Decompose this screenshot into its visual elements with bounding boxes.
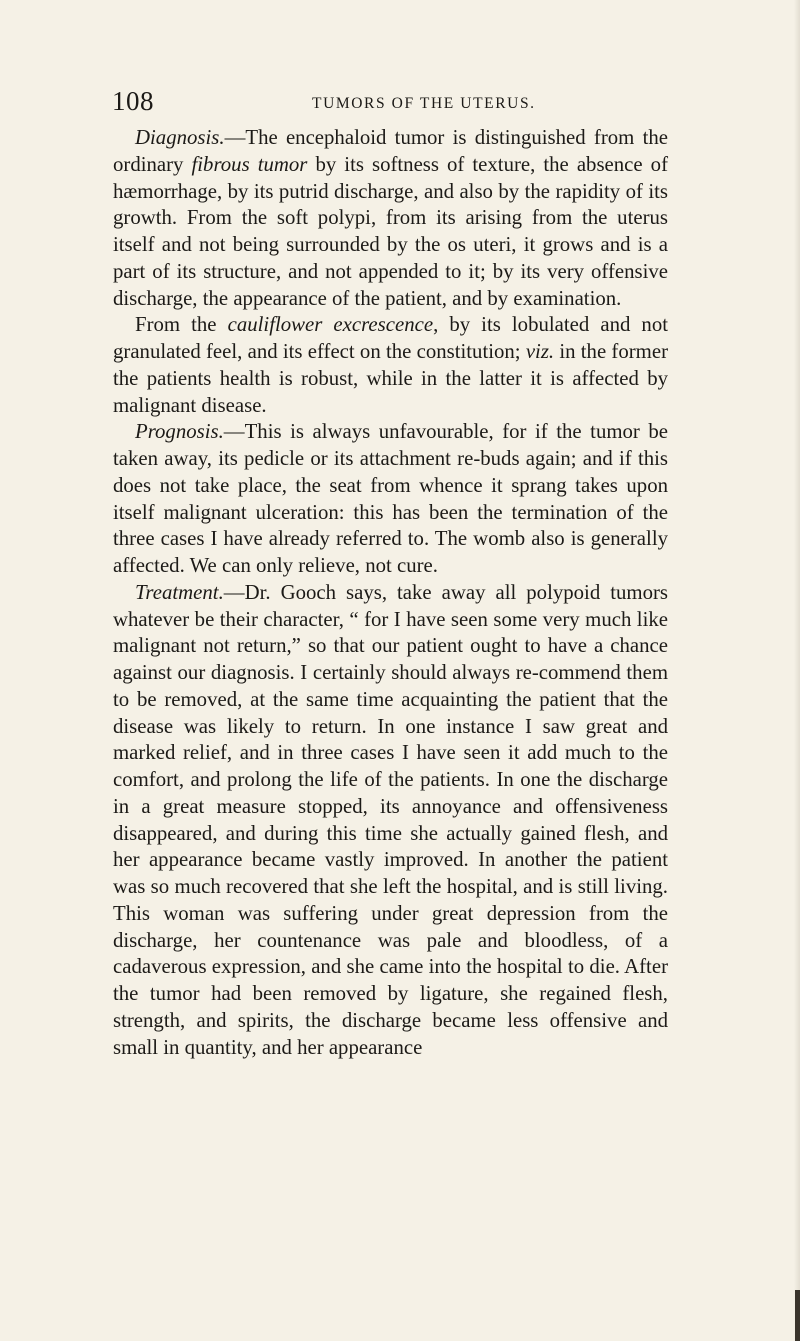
emphasis-span: cauliflower excrescence xyxy=(227,313,434,337)
text-span: by its softness of texture, the absence of hæmorrhage, by its putrid discharge, and also by the rapidity of its growth. From the soft polypi, from its arising from the uterus itself and not being surrounded by the os uteri, it grows and is a part of its structure, and not appended to it; by its very offensive discharge, the appearance of the patient, and by examination. xyxy=(113,152,669,310)
emphasis-span: fibrous tumor xyxy=(191,152,308,176)
page-edge-mark xyxy=(795,1290,800,1341)
heading-prognosis: Prognosis. xyxy=(135,420,224,444)
paragraph-diagnosis xyxy=(113,125,668,312)
body-text xyxy=(113,125,668,1061)
page-number: 108 xyxy=(112,86,154,116)
text-span: —Dr. Gooch says, take away all polypoid tumors whatever be their character, “ for I have seen some very much like malignant not return,” so that our patient ought to have a chance against our diagnosis. I certainly should always re-commend them to be removed, at the same time acquainting the patient that the disease was likely to return. In one instance I saw great and marked relief, and in three cases I have seen it add much to the comfort, and prolong the life of the patients. In one the discharge in a great measure stopped, its annoyance and offensiveness disappeared, and during this time she actually gained flesh, and her appearance became vastly improved. In another the patient was so much recovered that she left the hospital, and is still living. This woman was suffering under great depression from the discharge, her countenance was pale and bloodless, of a cadaverous expression, and she came into the hospital to die. After the tumor had been removed by ligature, she regained flesh, strength, and spirits, the discharge became less offensive and small in quantity, and her appearance xyxy=(113,580,668,1059)
running-head xyxy=(112,86,672,126)
paragraph-prognosis xyxy=(113,419,668,580)
heading-treatment: Treatment. xyxy=(135,580,224,604)
paragraph-treatment xyxy=(113,580,668,1062)
text-span: —This is always unfavourable, for if the tumor be taken away, its pedicle or its attachment re-buds again; and if this does not take place, the seat from whence it sprang takes upon itself malignant ulceration: this has been the termination of the three cases I have already referred to. The womb also is generally affected. We can only relieve, not cure. xyxy=(113,420,668,577)
text-span: From the xyxy=(135,313,228,337)
text-span: in the former the patients health is robust, while in the latter it is affected by malignant disease. xyxy=(113,340,668,417)
running-title: TUMORS OF THE UTERUS. xyxy=(312,95,536,112)
text-span: , by its lobulated and not granulated feel, and its effect on the constitution; xyxy=(113,313,669,363)
page-edge-shadow xyxy=(794,0,800,1341)
heading-diagnosis: Diagnosis. xyxy=(135,126,225,149)
text-span: —The encephaloid tumor is distinguished from the ordinary xyxy=(113,126,668,176)
paragraph-cauliflower xyxy=(113,312,668,419)
emphasis-span: viz. xyxy=(525,340,555,363)
